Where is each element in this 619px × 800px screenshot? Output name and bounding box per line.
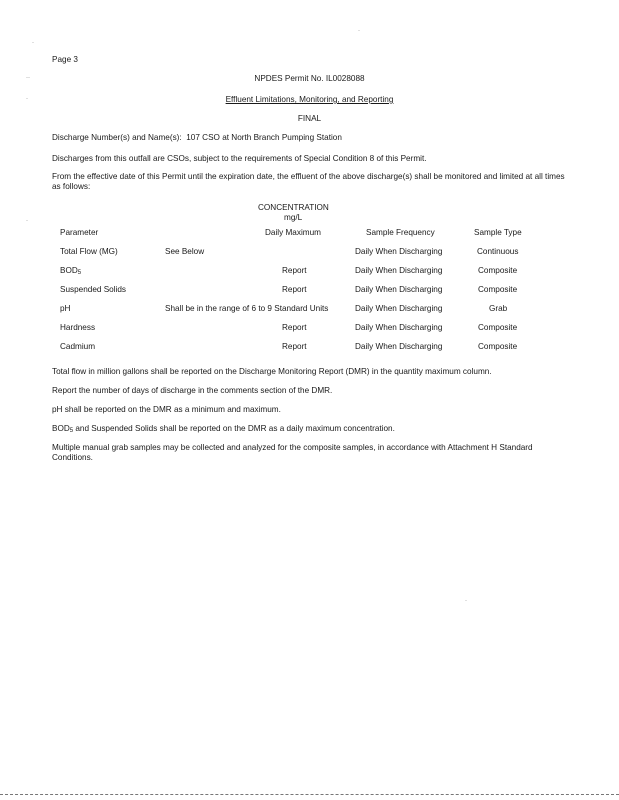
- units-label: mg/L: [284, 213, 303, 222]
- cell-type: Composite: [478, 323, 518, 332]
- cell-note: See Below: [165, 247, 205, 256]
- cell-frequency: Daily When Discharging: [355, 342, 443, 351]
- scan-speck: ·: [465, 598, 467, 604]
- discharge-value: 107 CSO at North Branch Pumping Station: [186, 133, 342, 142]
- cell-parameter: pH: [60, 304, 71, 313]
- cell-frequency: Daily When Discharging: [355, 323, 443, 332]
- cell-parameter: Hardness: [60, 323, 96, 332]
- cell-type: Composite: [478, 285, 518, 294]
- cell-type: Continuous: [477, 247, 519, 256]
- scan-speck: ·: [26, 96, 28, 102]
- discharge-label: Discharge Number(s) and Name(s):: [52, 133, 182, 142]
- scan-speck: ··: [26, 75, 30, 81]
- scan-speck: ·: [26, 218, 28, 224]
- header-daily-maximum: Daily Maximum: [265, 228, 321, 237]
- final-label: FINAL: [297, 114, 322, 123]
- note-days-of-discharge: Report the number of days of discharge in the comments section of the DMR.: [52, 386, 333, 395]
- cell-type: Grab: [489, 304, 508, 313]
- discharge-line: [52, 133, 342, 142]
- intro-paragraph-1: Discharges from this outfall are CSOs, subject to the requirements of Special Condition 8 of this Permit.: [52, 154, 427, 163]
- cell-type: Composite: [478, 342, 518, 351]
- header-parameter: Parameter: [60, 228, 99, 237]
- note-bod-prefix: BOD: [52, 424, 70, 433]
- cell-parameter-subscript: 5: [77, 270, 82, 276]
- scan-bottom-edge: [0, 794, 619, 795]
- cell-daily-max: Report: [282, 266, 307, 275]
- cell-daily-max: Report: [282, 342, 307, 351]
- cell-parameter: Suspended Solids: [60, 285, 127, 294]
- cell-note: Shall be in the range of 6 to 9 Standard Units: [165, 304, 329, 313]
- note-ph: pH shall be reported on the DMR as a minimum and maximum.: [52, 405, 281, 414]
- cell-daily-max: Report: [282, 285, 307, 294]
- cell-parameter: Total Flow (MG): [60, 247, 118, 256]
- permit-title: NPDES Permit No. IL0028088: [254, 74, 365, 83]
- cell-frequency: Daily When Discharging: [355, 247, 443, 256]
- page-number: Page 3: [52, 55, 78, 64]
- cell-parameter: [60, 266, 81, 276]
- note-bod-rest: and Suspended Solids shall be reported on the DMR as a daily maximum concentration.: [73, 424, 395, 433]
- header-sample-type: Sample Type: [474, 228, 522, 237]
- cell-frequency: Daily When Discharging: [355, 266, 443, 275]
- note-total-flow: Total flow in million gallons shall be reported on the Discharge Monitoring Report (DMR) in the quantity maximum column.: [52, 367, 492, 376]
- note-bod-subscript: 5: [69, 428, 74, 434]
- cell-frequency: Daily When Discharging: [355, 285, 443, 294]
- header-sample-frequency: Sample Frequency: [366, 228, 435, 237]
- concentration-label: CONCENTRATION: [258, 203, 329, 212]
- cell-parameter-text: BOD: [60, 266, 78, 275]
- cell-frequency: Daily When Discharging: [355, 304, 443, 313]
- cell-daily-max: Report: [282, 323, 307, 332]
- section-title: Effluent Limitations, Monitoring, and Reporting: [225, 95, 394, 104]
- scan-speck: ·: [32, 40, 34, 46]
- note-grab-samples: Multiple manual grab samples may be collected and analyzed for the composite samples, in accordance with Attachment H Standard Conditions.: [52, 443, 533, 462]
- intro-paragraph-2: From the effective date of this Permit until the expiration date, the effluent of the above discharge(s) shall be monitored and limited at all times as follows:: [52, 172, 565, 191]
- cell-parameter: Cadmium: [60, 342, 96, 351]
- cell-type: Composite: [478, 266, 518, 275]
- note-bod-suspended-solids: [52, 424, 395, 434]
- scan-speck: ·: [358, 28, 360, 34]
